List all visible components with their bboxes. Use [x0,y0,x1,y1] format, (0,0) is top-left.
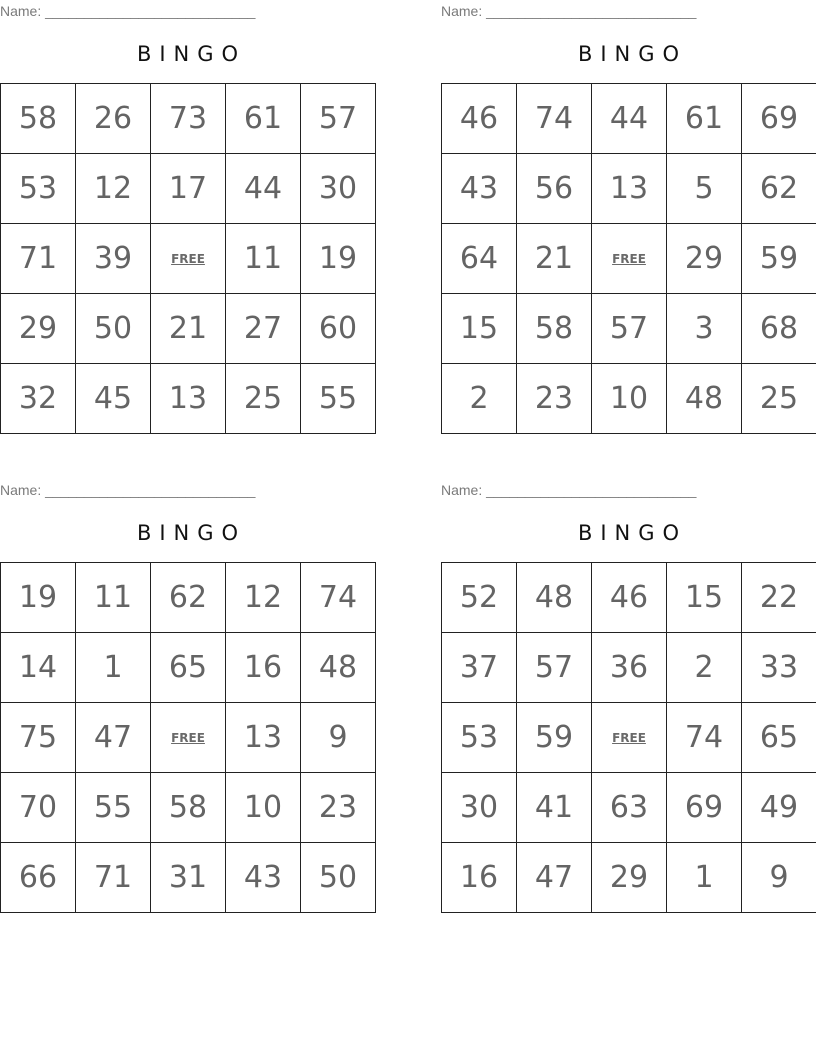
grid-cell: 33 [742,633,816,703]
grid-cell: 55 [76,773,151,843]
free-space-cell: FREE [592,224,667,294]
grid-cell: 11 [76,563,151,633]
grid-row [1,364,376,434]
bingo-grid [0,562,376,913]
bingo-grid [0,83,376,434]
grid-cell: 56 [517,154,592,224]
grid-cell: 66 [1,843,76,913]
grid-cell: 57 [301,84,376,154]
grid-cell: 2 [442,364,517,434]
grid-cell: 21 [151,294,226,364]
grid-cell: 70 [1,773,76,843]
grid-cell: 46 [592,563,667,633]
grid-cell: 16 [442,843,517,913]
grid-cell: 26 [76,84,151,154]
bingo-card-1 [0,0,375,434]
grid-row [1,84,376,154]
name-line: Name: ___________________________ [0,482,256,498]
grid-cell: 69 [742,84,816,154]
grid-cell: 29 [592,843,667,913]
grid-row [442,84,816,154]
grid-cell: 2 [667,633,742,703]
grid-cell: 41 [517,773,592,843]
bingo-grid [441,562,816,913]
grid-cell: 62 [151,563,226,633]
grid-cell: 71 [1,224,76,294]
grid-cell: 48 [301,633,376,703]
grid-cell: 65 [151,633,226,703]
card-title: BINGO [136,42,247,66]
grid-row [442,224,816,294]
grid-cell: 43 [226,843,301,913]
grid-cell: 13 [151,364,226,434]
grid-cell: 25 [742,364,816,434]
name-line: Name: ___________________________ [0,3,256,19]
grid-cell: 12 [226,563,301,633]
grid-cell: 14 [1,633,76,703]
grid-row [442,563,816,633]
grid-cell: 27 [226,294,301,364]
grid-cell: 3 [667,294,742,364]
grid-cell: 60 [301,294,376,364]
grid-cell: 47 [517,843,592,913]
grid-cell: 11 [226,224,301,294]
grid-cell: 46 [442,84,517,154]
grid-cell: 45 [76,364,151,434]
bingo-card-3 [0,479,375,913]
grid-cell: 64 [442,224,517,294]
grid-cell: 62 [742,154,816,224]
grid-row [1,773,376,843]
grid-row [442,773,816,843]
grid-row [1,633,376,703]
grid-cell: 69 [667,773,742,843]
grid-cell: 19 [1,563,76,633]
grid-cell: 32 [1,364,76,434]
name-line: Name: ___________________________ [441,482,697,498]
bingo-card-2 [441,0,816,434]
grid-cell: 73 [151,84,226,154]
grid-row [1,224,376,294]
grid-row [442,294,816,364]
free-space-cell: FREE [151,224,226,294]
grid-row [1,703,376,773]
grid-cell: 53 [442,703,517,773]
grid-cell: 55 [301,364,376,434]
grid-row [1,294,376,364]
grid-row [442,703,816,773]
grid-cell: 9 [742,843,816,913]
grid-cell: 29 [1,294,76,364]
grid-cell: 23 [301,773,376,843]
grid-row [1,843,376,913]
grid-cell: 19 [301,224,376,294]
grid-cell: 61 [226,84,301,154]
grid-row [442,154,816,224]
grid-cell: 15 [667,563,742,633]
grid-cell: 58 [1,84,76,154]
name-line: Name: ___________________________ [441,3,697,19]
grid-cell: 74 [301,563,376,633]
grid-cell: 59 [517,703,592,773]
grid-cell: 17 [151,154,226,224]
bingo-grid [441,83,816,434]
grid-cell: 75 [1,703,76,773]
grid-cell: 9 [301,703,376,773]
grid-cell: 10 [226,773,301,843]
grid-cell: 39 [76,224,151,294]
grid-cell: 74 [667,703,742,773]
grid-cell: 48 [517,563,592,633]
grid-cell: 5 [667,154,742,224]
grid-cell: 65 [742,703,816,773]
card-title: BINGO [577,521,688,545]
free-space-cell: FREE [592,703,667,773]
grid-cell: 44 [226,154,301,224]
grid-cell: 58 [151,773,226,843]
grid-cell: 59 [742,224,816,294]
grid-cell: 21 [517,224,592,294]
grid-cell: 57 [517,633,592,703]
grid-cell: 31 [151,843,226,913]
card-title: BINGO [577,42,688,66]
grid-cell: 30 [442,773,517,843]
grid-cell: 53 [1,154,76,224]
grid-cell: 47 [76,703,151,773]
grid-cell: 37 [442,633,517,703]
grid-row [442,633,816,703]
grid-cell: 29 [667,224,742,294]
grid-cell: 44 [592,84,667,154]
grid-row [442,364,816,434]
grid-cell: 1 [76,633,151,703]
grid-cell: 1 [667,843,742,913]
grid-cell: 22 [742,563,816,633]
grid-cell: 16 [226,633,301,703]
grid-cell: 36 [592,633,667,703]
grid-cell: 23 [517,364,592,434]
grid-cell: 52 [442,563,517,633]
grid-cell: 13 [226,703,301,773]
grid-cell: 68 [742,294,816,364]
bingo-card-4 [441,479,816,913]
grid-cell: 71 [76,843,151,913]
grid-cell: 25 [226,364,301,434]
grid-cell: 50 [301,843,376,913]
grid-cell: 57 [592,294,667,364]
grid-cell: 30 [301,154,376,224]
grid-cell: 10 [592,364,667,434]
grid-cell: 13 [592,154,667,224]
grid-cell: 43 [442,154,517,224]
grid-cell: 12 [76,154,151,224]
grid-cell: 15 [442,294,517,364]
free-space-cell: FREE [151,703,226,773]
grid-cell: 48 [667,364,742,434]
grid-cell: 61 [667,84,742,154]
grid-cell: 74 [517,84,592,154]
grid-cell: 49 [742,773,816,843]
grid-row [1,154,376,224]
grid-cell: 58 [517,294,592,364]
grid-cell: 50 [76,294,151,364]
card-title: BINGO [136,521,247,545]
grid-row [1,563,376,633]
grid-row [442,843,816,913]
grid-cell: 63 [592,773,667,843]
